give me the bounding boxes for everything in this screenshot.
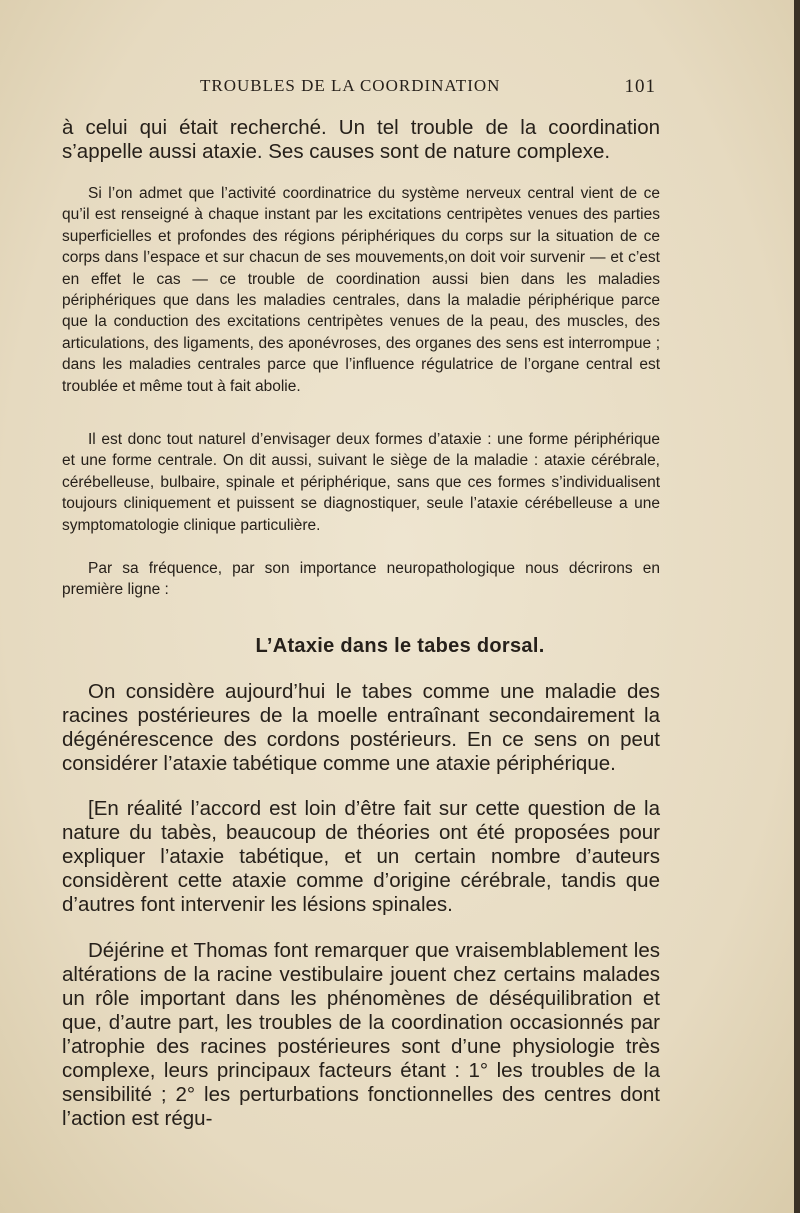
paragraph-large-2: [En réalité l’accord est loin d’être fait sur cette question de la nature du tabès, beaucoup de théories ont été proposées pour expliquer l’ataxie tabétique, et un certain nombre d’auteurs considèrent cette ataxie comme d’origine cérébrale, tandis que d’autres font intervenir les lésions spinales.	[62, 797, 660, 916]
paragraph-small-1: Si l’on admet que l’activité coordinatrice du système nerveux central vient de ce qu’il est renseigné à chaque instant par les excitations centripètes venues des parties superficielles et profondes des régions périphériques du corps sur la situation de ce corps dans l’espace et sur chacun de ses mouvements,on doit voir survenir — et c’est en effet le cas — ce trouble de coordination aussi bien dans les maladies périphériques que dans les maladies centrales, dans la maladie périphérique parce que la conduction des excitations centripètes venues de la peau, des muscles, des articulations, des ligaments, des aponévroses, des organes des sens est interrompue ; dans les maladies centrales parce que l’influence régulatrice de l’organe central est troublée et même tout à fait abolie.	[62, 185, 660, 395]
paragraph-small-2: Il est donc tout naturel d’envisager deux formes d’ataxie : une forme périphérique et une forme centrale. On dit aussi, suivant le siège de la maladie : ataxie cérébrale, cérébelleuse, bulbaire, spinale et périphérique, sans que ces formes s’individualisent toujours cliniquement et puissent se diagnostiquer, seule l’ataxie cérébelleuse a une symptomatologie clinique particulière.	[62, 431, 660, 534]
paragraph-small-3: Par sa fréquence, par son importance neuropathologique nous décrirons en première ligne :	[62, 560, 660, 599]
paragraph-large-3: Déjérine et Thomas font remarquer que vraisemblablement les altérations de la racine vestibulaire jouent chez certains malades un rôle important dans les phénomènes de déséquilibration et que, d’autre part, les troubles de la coordination occasionnés par l’atrophie des racines postérieures sont d’une physiologie très complexe, leurs principaux facteurs étant : 1° les troubles de la sensibilité ; 2° les perturbations fonctionnelles des centres dont l’action est régu-	[62, 939, 660, 1130]
page-edge	[794, 0, 800, 1213]
page-number: 101	[624, 76, 656, 97]
paragraph-intro: à celui qui était recherché. Un tel trouble de la coordination s’appelle aussi ataxie. Ses causes sont de nature complexe.	[62, 116, 660, 163]
running-title: TROUBLES DE LA COORDINATION	[200, 76, 501, 95]
section-heading: L’Ataxie dans le tabes dorsal.	[255, 635, 545, 657]
paragraph-large-1: On considère aujourd’hui le tabes comme une maladie des racines postérieures de la moelle entraînant secondairement la dégénérescence des cordons postérieurs. En ce sens on peut considérer l’ataxie tabétique comme une ataxie périphérique.	[62, 680, 660, 775]
